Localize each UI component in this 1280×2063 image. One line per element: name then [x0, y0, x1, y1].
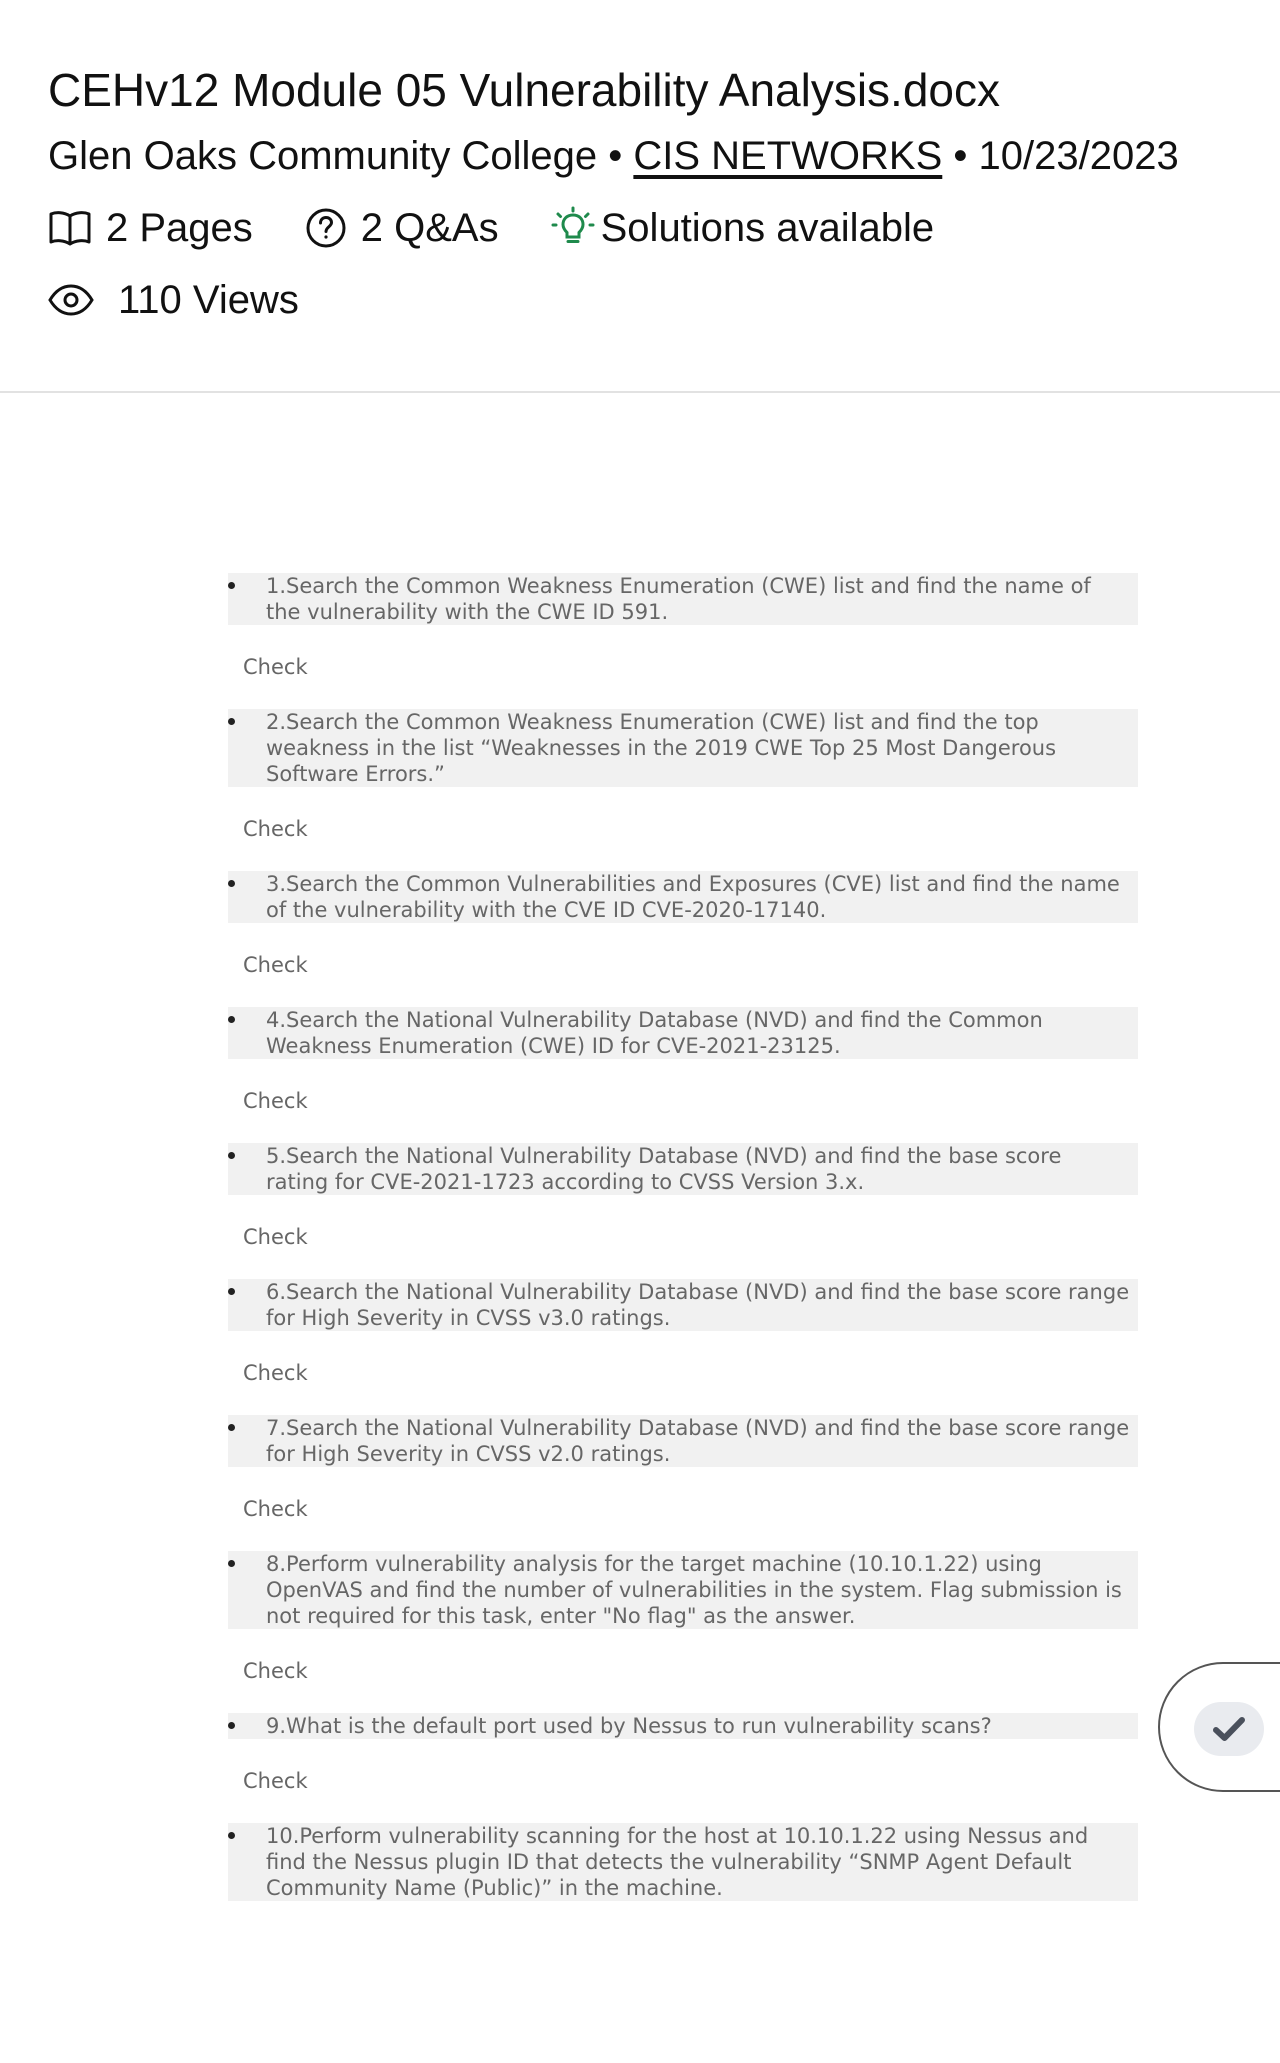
solutions-label: Solutions available — [600, 205, 935, 250]
separator-dot: • — [608, 134, 623, 178]
floating-check-button[interactable] — [1158, 1662, 1280, 1792]
question-text: 1.Search the Common Weakness Enumeration (CWE) list and find the name of the vulnerability with the CWE ID 591. — [228, 573, 1138, 625]
question-item — [228, 1279, 1138, 1415]
book-icon — [48, 208, 92, 248]
check-button[interactable]: Check — [243, 1659, 308, 1683]
pages-stat — [48, 206, 253, 251]
check-button[interactable]: Check — [243, 953, 308, 977]
check-button[interactable]: Check — [243, 1497, 308, 1521]
checkmark-icon — [1212, 1715, 1246, 1743]
question-item — [228, 1823, 1138, 1901]
question-text: 8.Perform vulnerability analysis for the target machine (10.10.1.22) using OpenVAS and find the number of vulnerabilities in the system. Flag submission is not required for this task, enter "No flag" as the answer. — [228, 1551, 1138, 1629]
question-circle-icon — [305, 207, 347, 249]
question-text: 9.What is the default port used by Nessus to run vulnerability scans? — [228, 1713, 1138, 1739]
document-meta — [48, 128, 1179, 184]
question-text: 2.Search the Common Weakness Enumeration (CWE) list and find the top weakness in the list “Weaknesses in the 2019 CWE Top 25 Most Dangerous Software Errors.” — [228, 709, 1138, 787]
lightbulb-icon — [551, 206, 595, 250]
check-button[interactable]: Check — [243, 817, 308, 841]
check-button[interactable]: Check — [243, 1089, 308, 1113]
question-item — [228, 1143, 1138, 1279]
question-text: 5.Search the National Vulnerability Database (NVD) and find the base score rating for CVE-2021-1723 according to CVSS Version 3.x. — [228, 1143, 1138, 1195]
views-count: 110 Views — [118, 277, 299, 322]
question-item — [228, 1551, 1138, 1713]
solutions-stat[interactable] — [551, 206, 935, 251]
question-text: 4.Search the National Vulnerability Database (NVD) and find the Common Weakness Enumeration (CWE) ID for CVE-2021-23125. — [228, 1007, 1138, 1059]
pages-count: 2 Pages — [106, 205, 253, 250]
qas-stat[interactable] — [305, 206, 499, 251]
question-item — [228, 1007, 1138, 1143]
question-text: 3.Search the Common Vulnerabilities and Exposures (CVE) list and find the name of the vulnerability with the CVE ID CVE-2020-17140. — [228, 871, 1138, 923]
question-text: 10.Perform vulnerability scanning for the host at 10.10.1.22 using Nessus and find the Nessus plugin ID that detects the vulnerability “SNMP Agent Default Community Name (Public)” in the machine. — [228, 1823, 1138, 1901]
separator-dot: • — [953, 134, 968, 178]
document-header — [0, 0, 1280, 393]
eye-icon — [48, 284, 94, 316]
check-button[interactable]: Check — [243, 1225, 308, 1249]
school-name: Glen Oaks Community College — [48, 134, 598, 178]
question-item — [228, 573, 1138, 709]
check-button[interactable]: Check — [243, 1361, 308, 1385]
document-stats — [48, 198, 986, 258]
question-text: 6.Search the National Vulnerability Database (NVD) and find the base score range for High Severity in CVSS v3.0 ratings. — [228, 1279, 1138, 1331]
question-item — [228, 1713, 1138, 1823]
question-list — [228, 573, 1138, 1901]
question-item — [228, 1415, 1138, 1551]
course-link[interactable]: CIS NETWORKS — [633, 134, 943, 178]
views-stat — [48, 270, 299, 330]
checkmark-badge — [1194, 1702, 1264, 1756]
question-item — [228, 871, 1138, 1007]
qas-count: 2 Q&As — [360, 205, 499, 250]
check-button[interactable]: Check — [243, 1769, 308, 1793]
document-preview — [0, 395, 1280, 2063]
question-item — [228, 709, 1138, 871]
document-date: 10/23/2023 — [978, 134, 1179, 178]
question-text: 7.Search the National Vulnerability Database (NVD) and find the base score range for High Severity in CVSS v2.0 ratings. — [228, 1415, 1138, 1467]
check-button[interactable]: Check — [243, 655, 308, 679]
document-title: CEHv12 Module 05 Vulnerability Analysis.docx — [48, 64, 1001, 116]
